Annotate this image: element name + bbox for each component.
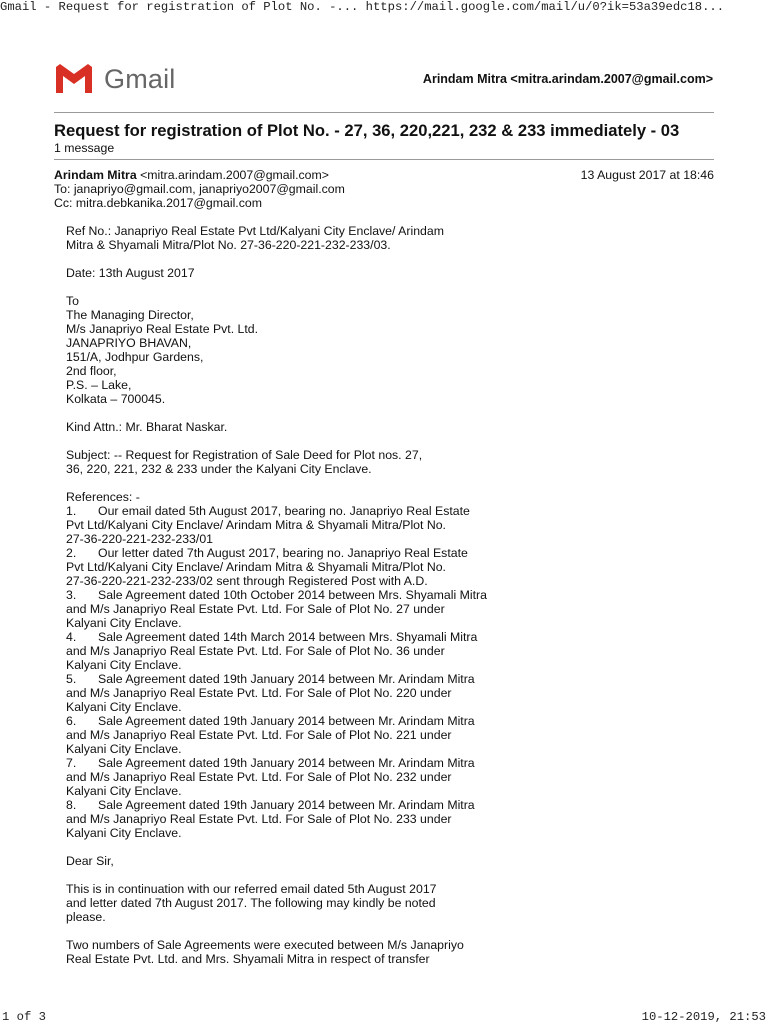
reference-text-continued: and M/s Janapriyo Real Estate Pvt. Ltd. For Sale of Plot No. 27 under Kalyani City Enclave. bbox=[66, 602, 445, 630]
letter-date: Date: 13th August 2017 bbox=[66, 266, 195, 280]
gmail-logo bbox=[54, 63, 194, 95]
reference-text-continued: Pvt Ltd/Kalyani City Enclave/ Arindam Mitra & Shyamali Mitra/Plot No. 27-36-220-221-232-233/01 bbox=[66, 518, 446, 546]
reference-text-first-line: Sale Agreement dated 10th October 2014 between Mrs. Shyamali Mitra bbox=[98, 588, 487, 602]
message-header bbox=[54, 168, 714, 210]
reference-item bbox=[66, 588, 516, 630]
reference-item bbox=[66, 756, 516, 798]
reference-number: 8. bbox=[66, 798, 77, 812]
references-label: References: - bbox=[66, 490, 140, 504]
reference-text-continued: and M/s Janapriyo Real Estate Pvt. Ltd. For Sale of Plot No. 220 under Kalyani City Enclave. bbox=[66, 686, 452, 714]
reference-text-first-line: Sale Agreement dated 19th January 2014 between Mr. Arindam Mitra bbox=[98, 714, 475, 728]
reference-text-first-line: Sale Agreement dated 19th January 2014 between Mr. Arindam Mitra bbox=[98, 798, 475, 812]
reference-text-continued: and M/s Janapriyo Real Estate Pvt. Ltd. For Sale of Plot No. 232 under Kalyani City Enclave. bbox=[66, 770, 452, 798]
reference-item bbox=[66, 630, 516, 672]
reference-text-continued: and M/s Janapriyo Real Estate Pvt. Ltd. For Sale of Plot No. 221 under Kalyani City Enclave. bbox=[66, 728, 452, 756]
reference-number: 1. bbox=[66, 504, 77, 518]
reference-text-first-line: Sale Agreement dated 19th January 2014 between Mr. Arindam Mitra bbox=[98, 672, 475, 686]
reference-item bbox=[66, 546, 516, 588]
reference-number: 3. bbox=[66, 588, 77, 602]
print-timestamp: 10-12-2019, 21:53 bbox=[641, 1010, 766, 1024]
gmail-wordmark: Gmail bbox=[104, 64, 176, 94]
account-label: Arindam Mitra <mitra.arindam.2007@gmail.com> bbox=[422, 72, 713, 86]
message-date: 13 August 2017 at 18:46 bbox=[580, 168, 714, 182]
reference-text-first-line: Sale Agreement dated 19th January 2014 between Mr. Arindam Mitra bbox=[98, 756, 475, 770]
ref-no: Ref No.: Janapriyo Real Estate Pvt Ltd/Kalyani City Enclave/ Arindam Mitra & Shyamali Mitra/Plot No. 27-36-220-221-232-233/03. bbox=[66, 224, 444, 252]
reference-item bbox=[66, 714, 516, 756]
reference-text-continued: Pvt Ltd/Kalyani City Enclave/ Arindam Mitra & Shyamali Mitra/Plot No. 27-36-220-221-232-233/02 sent through Registered Post with A.D. bbox=[66, 560, 446, 588]
reference-text-first-line: Our letter dated 7th August 2017, bearing no. Janapriyo Real Estate bbox=[98, 546, 468, 560]
references-list bbox=[66, 504, 516, 840]
reference-text-continued: and M/s Janapriyo Real Estate Pvt. Ltd. For Sale of Plot No. 233 under Kalyani City Enclave. bbox=[66, 812, 452, 840]
page-number: 1 of 3 bbox=[2, 1010, 46, 1024]
thread-subject: Request for registration of Plot No. - 27, 36, 220,221, 232 & 233 immediately - 03 bbox=[54, 121, 680, 140]
kind-attention: Kind Attn.: Mr. Bharat Naskar. bbox=[66, 420, 228, 434]
reference-item bbox=[66, 798, 516, 840]
reference-number: 4. bbox=[66, 630, 77, 644]
paragraph-1: This is in continuation with our referred email dated 5th August 2017 and letter dated 7th August 2017. The following may kindly be noted please. bbox=[66, 882, 437, 924]
reference-item bbox=[66, 672, 516, 714]
reference-number: 7. bbox=[66, 756, 77, 770]
reference-text-first-line: Our email dated 5th August 2017, bearing no. Janapriyo Real Estate bbox=[98, 504, 470, 518]
recipient-address: To The Managing Director, M/s Janapriyo Real Estate Pvt. Ltd. JANAPRIYO BHAVAN, 151/A, Jodhpur Gardens, 2nd floor, P.S. – Lake, Kolkata – 700045. bbox=[66, 294, 259, 406]
paragraph-2: Two numbers of Sale Agreements were executed between M/s Janapriyo Real Estate Pvt. Ltd. and Mrs. Shyamali Mitra in respect of transfer bbox=[66, 938, 464, 966]
reference-number: 2. bbox=[66, 546, 77, 560]
message-body bbox=[66, 224, 516, 980]
divider bbox=[54, 159, 714, 160]
reference-number: 6. bbox=[66, 714, 77, 728]
reference-text-first-line: Sale Agreement dated 14th March 2014 between Mrs. Shyamali Mitra bbox=[98, 630, 478, 644]
print-header: Gmail - Request for registration of Plot No. -... https://mail.google.com/mail/u/0?ik=53a39edc18... bbox=[0, 0, 725, 14]
message-count: 1 message bbox=[54, 141, 115, 155]
reference-item bbox=[66, 504, 516, 546]
reference-number: 5. bbox=[66, 672, 77, 686]
reference-text-continued: and M/s Janapriyo Real Estate Pvt. Ltd. For Sale of Plot No. 36 under Kalyani City Enclave. bbox=[66, 644, 445, 672]
salutation: Dear Sir, bbox=[66, 854, 114, 868]
sender-email: <mitra.arindam.2007@gmail.com> bbox=[140, 168, 329, 182]
cc-line: Cc: mitra.debkanika.2017@gmail.com bbox=[54, 196, 262, 210]
gmail-m-icon bbox=[54, 63, 94, 93]
sender-name: Arindam Mitra bbox=[54, 168, 137, 182]
letter-subject: Subject: -- Request for Registration of Sale Deed for Plot nos. 27, 36, 220, 221, 232 & 233 under the Kalyani City Enclave. bbox=[66, 448, 423, 476]
divider bbox=[54, 112, 714, 113]
to-line: To: janapriyo@gmail.com, janapriyo2007@gmail.com bbox=[54, 182, 345, 196]
